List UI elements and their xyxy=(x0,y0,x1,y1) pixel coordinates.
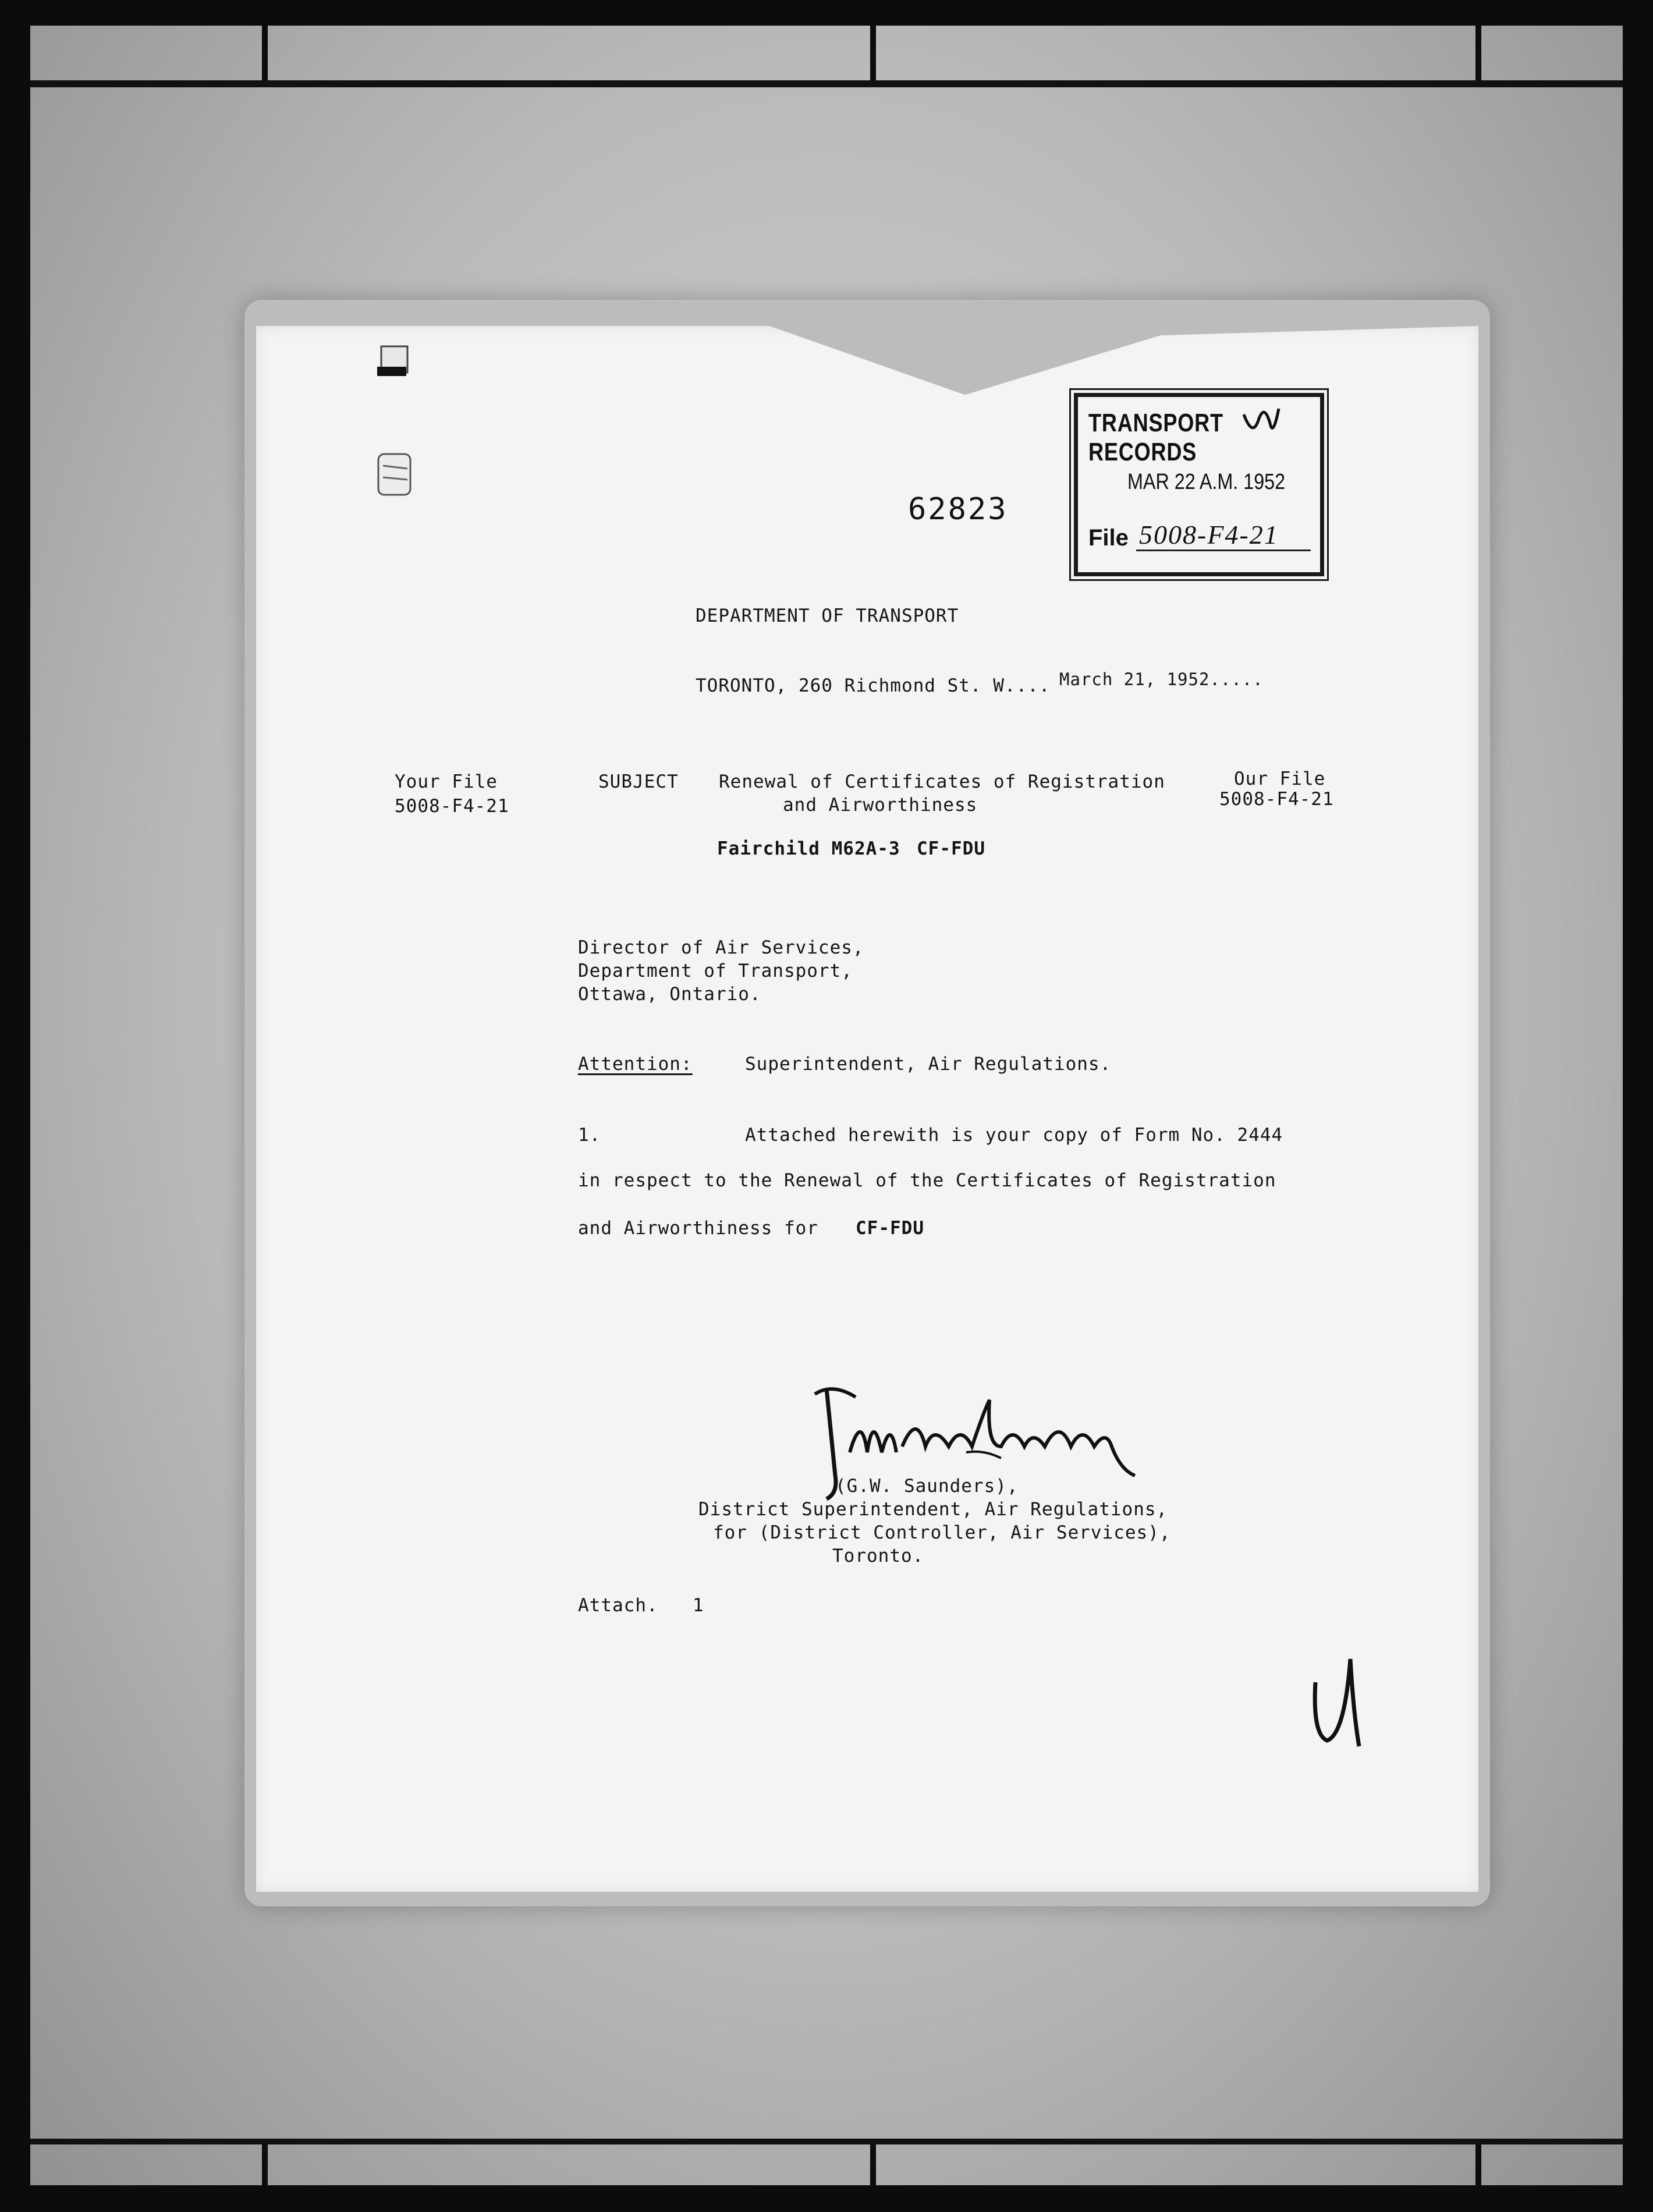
stamp-file-value: 5008-F4-21 xyxy=(1139,520,1279,550)
body-line-2: in respect to the Renewal of the Certificates of Registration xyxy=(578,1170,1276,1191)
subject-line-1: Renewal of Certificates of Registration xyxy=(719,771,1165,792)
film-top-rule xyxy=(30,80,1623,87)
recipient-line-3: Ottawa, Ontario. xyxy=(578,984,761,1005)
film-frame-marker xyxy=(1475,26,1481,81)
film-frame-marker xyxy=(262,26,268,81)
attach-value: 1 xyxy=(693,1595,704,1616)
stamp-date: MAR 22 A.M. 1952 xyxy=(1127,470,1286,494)
your-file-label: Your File xyxy=(395,771,498,792)
our-file-value: 5008-F4-21 xyxy=(1219,789,1334,810)
handwritten-mark-icon xyxy=(1235,397,1287,449)
attention-value: Superintendent, Air Regulations. xyxy=(745,1054,1112,1075)
attach-label: Attach. xyxy=(578,1595,658,1616)
subject-line-2: and Airworthiness xyxy=(783,795,978,816)
transport-records-stamp xyxy=(1074,393,1324,576)
subject-label: SUBJECT xyxy=(598,771,679,792)
film-frame-marker xyxy=(1475,2144,1481,2185)
stamp-title: TRANSPORT RECORDS xyxy=(1088,409,1223,466)
letter-date: March 21, 1952..... xyxy=(1059,669,1264,689)
your-file-value: 5008-F4-21 xyxy=(395,796,509,817)
body-registration: CF-FDU xyxy=(856,1218,924,1239)
department-heading: DEPARTMENT OF TRANSPORT xyxy=(696,605,959,626)
signatory-name: (G.W. Saunders), xyxy=(835,1476,1019,1497)
film-frame-marker xyxy=(870,2144,876,2185)
aircraft-registration: CF-FDU xyxy=(917,838,985,859)
body-line-1: Attached herewith is your copy of Form No. 2444 xyxy=(745,1125,1283,1146)
paper-clip-icon xyxy=(367,332,431,524)
stamp-file-underline xyxy=(1136,550,1311,551)
stamp-file-label: File xyxy=(1088,525,1129,551)
paragraph-number: 1. xyxy=(578,1125,601,1146)
recipient-line-1: Director of Air Services, xyxy=(578,937,864,958)
aircraft-type: Fairchild M62A-3 xyxy=(717,838,900,859)
film-frame-marker xyxy=(262,2144,268,2185)
address-line: TORONTO, 260 Richmond St. W.... xyxy=(696,675,1051,696)
our-file-label: Our File xyxy=(1234,768,1326,789)
signatory-title-3: Toronto. xyxy=(832,1545,924,1566)
attention-label: Attention: xyxy=(578,1054,693,1075)
signatory-title-1: District Superintendent, Air Regulations, xyxy=(698,1499,1168,1520)
body-line-3: and Airworthiness for xyxy=(578,1218,818,1239)
file-number: 62823 xyxy=(908,492,1008,527)
film-bottom-rule xyxy=(30,2139,1623,2144)
handwritten-initial-mark xyxy=(1304,1647,1368,1752)
recipient-line-2: Department of Transport, xyxy=(578,960,853,981)
signatory-title-2: for (District Controller, Air Services), xyxy=(713,1522,1171,1543)
film-frame-marker xyxy=(870,26,876,81)
